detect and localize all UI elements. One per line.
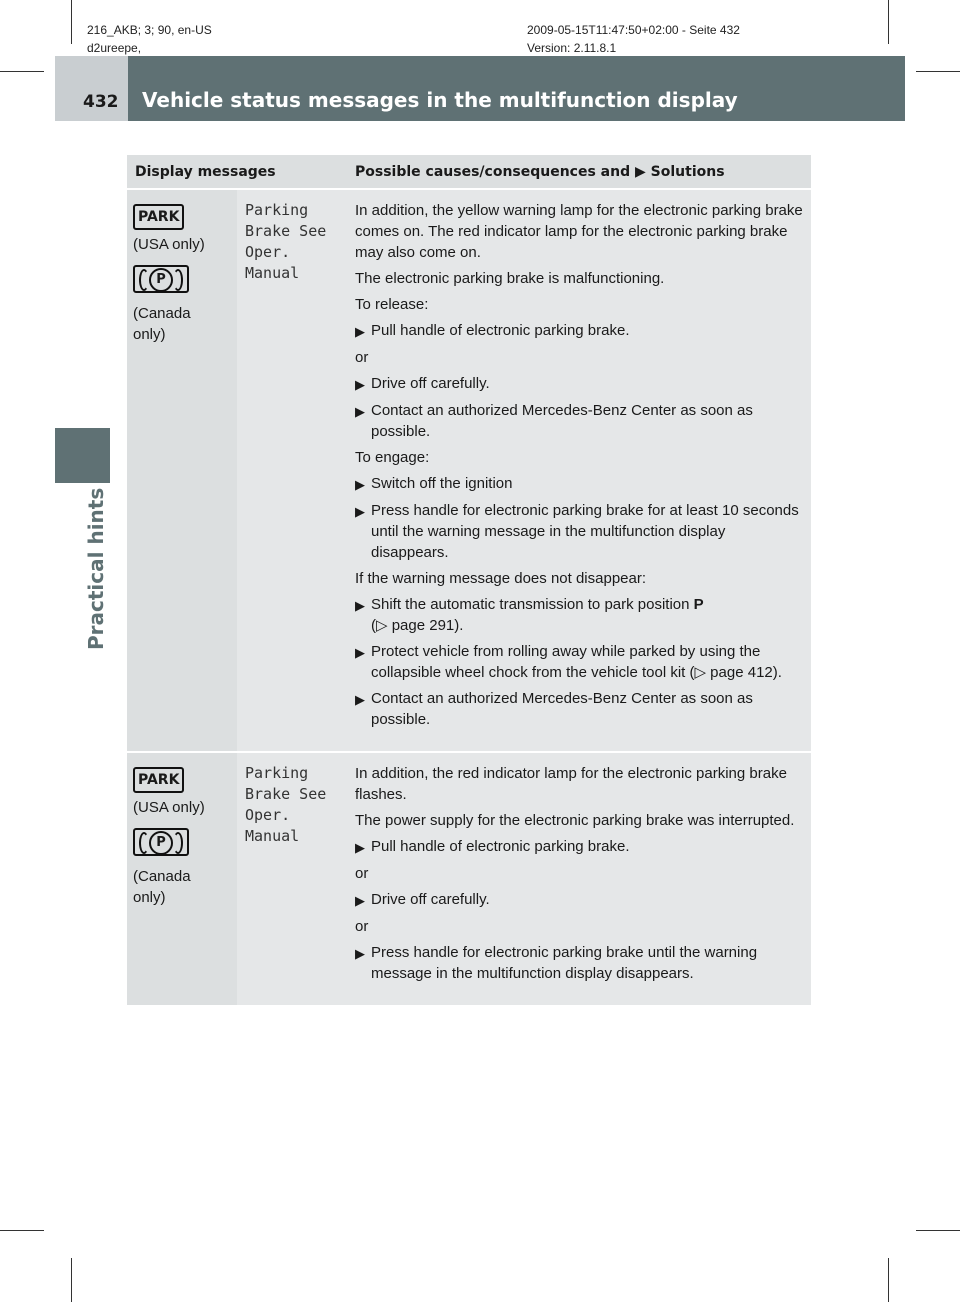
section-marker <box>55 428 110 483</box>
instruction-step <box>355 373 805 395</box>
action-arrow-icon: ▶ <box>635 163 646 180</box>
paragraph: The electronic parking brake is malfunctioning. <box>355 270 665 287</box>
step-text: Press handle for electronic parking brake for at least 10 seconds until the warning message in the multifunction display disappears. <box>371 502 799 561</box>
display-message-cell <box>237 190 347 751</box>
col-header-display: Display messages <box>135 163 276 180</box>
step-text: Protect vehicle from rolling away while parked by using the collapsible wheel chock from the vehicle tool kit (▷ page 412). <box>371 643 782 681</box>
meta-line: 2009-05-15T11:47:50+02:00 - Seite 432 <box>527 23 740 37</box>
action-arrow-icon: ▶ <box>355 692 365 707</box>
step-text: Drive off carefully. <box>371 375 490 392</box>
region-note: (USA only) <box>133 236 205 253</box>
step-text <box>371 594 704 636</box>
meta-line: d2ureepe, <box>87 41 142 55</box>
instruction-step <box>355 400 805 442</box>
icon-cell <box>127 190 237 751</box>
paragraph: To release: <box>355 296 429 313</box>
gear-position: P <box>693 596 704 613</box>
instruction-step <box>355 889 805 911</box>
col-header-causes <box>347 164 811 180</box>
display-message-cell <box>237 753 347 1005</box>
display-line: Brake See <box>245 222 327 240</box>
instruction-step <box>355 836 805 858</box>
print-metadata-right <box>527 21 740 57</box>
region-note-line: (Canada <box>133 305 191 322</box>
step-text: Drive off carefully. <box>371 891 490 908</box>
crop-mark <box>888 1258 889 1302</box>
table-header <box>127 155 811 188</box>
display-line: Oper. <box>245 243 291 261</box>
action-arrow-icon: ▶ <box>355 598 365 613</box>
action-arrow-icon: ▶ <box>355 404 365 419</box>
step-text: Press handle for electronic parking brake until the warning message in the multifunction display disappears. <box>371 944 758 982</box>
step-text: Contact an authorized Mercedes-Benz Center as soon as possible. <box>371 402 753 440</box>
print-metadata-left <box>87 21 212 57</box>
crop-mark <box>888 0 889 44</box>
step-text: Pull handle of electronic parking brake. <box>371 322 630 339</box>
parking-brake-icon <box>133 265 189 293</box>
paragraph: or <box>355 918 369 935</box>
park-icon: PARK <box>133 204 184 230</box>
paragraph: In addition, the yellow warning lamp for the electronic parking brake comes on. The red indicator lamp for the electronic parking brake may also come on. <box>355 202 803 261</box>
parking-brake-arc <box>173 832 183 854</box>
parking-brake-p: P <box>149 831 173 855</box>
parking-brake-p: P <box>149 268 173 292</box>
instruction-step <box>355 641 805 683</box>
region-note-line: only) <box>133 889 166 906</box>
instruction-step <box>355 500 805 563</box>
region-note: (USA only) <box>133 799 205 816</box>
crop-mark <box>0 71 44 72</box>
instruction-step <box>355 942 805 984</box>
action-arrow-icon: ▶ <box>355 504 365 519</box>
page-reference: (▷ page 291). <box>371 617 464 634</box>
action-arrow-icon: ▶ <box>355 645 365 660</box>
table-row <box>127 188 811 751</box>
park-icon: PARK <box>133 767 184 793</box>
display-line: Oper. <box>245 806 291 824</box>
icon-cell <box>127 753 237 1005</box>
crop-mark <box>71 0 72 44</box>
region-note <box>133 866 231 908</box>
display-line: Brake See <box>245 785 327 803</box>
crop-mark <box>916 71 960 72</box>
instruction-step <box>355 594 805 636</box>
meta-line: Version: 2.11.8.1 <box>527 41 617 55</box>
action-arrow-icon: ▶ <box>355 840 365 855</box>
display-line: Parking <box>245 201 309 219</box>
parking-brake-arc <box>139 269 149 291</box>
section-label: Practical hints <box>84 487 108 650</box>
step-text: Switch off the ignition <box>371 475 513 492</box>
crop-mark <box>71 1258 72 1302</box>
instruction-step <box>355 473 805 495</box>
step-text-part: Shift the automatic transmission to park position <box>371 596 690 613</box>
paragraph: In addition, the red indicator lamp for the electronic parking brake flashes. <box>355 765 787 803</box>
meta-line: 216_AKB; 3; 90, en-US <box>87 23 212 37</box>
crop-mark <box>916 1230 960 1231</box>
step-text: Contact an authorized Mercedes-Benz Center as soon as possible. <box>371 690 753 728</box>
action-arrow-icon: ▶ <box>355 377 365 392</box>
action-arrow-icon: ▶ <box>355 477 365 492</box>
display-line: Manual <box>245 827 300 845</box>
messages-table <box>127 155 811 1005</box>
solutions-cell <box>347 753 811 1005</box>
parking-brake-icon <box>133 828 189 856</box>
region-note-line: only) <box>133 326 166 343</box>
paragraph: If the warning message does not disappear: <box>355 570 647 587</box>
step-text: Pull handle of electronic parking brake. <box>371 838 630 855</box>
paragraph: or <box>355 865 369 882</box>
display-line: Manual <box>245 264 300 282</box>
col-header-solutions-text: Solutions <box>650 163 725 180</box>
table-row <box>127 751 811 1005</box>
region-note <box>133 303 231 345</box>
page-title: Vehicle status messages in the multifunction display <box>142 88 738 112</box>
crop-mark <box>0 1230 44 1231</box>
paragraph: To engage: <box>355 449 430 466</box>
region-note-line: (Canada <box>133 868 191 885</box>
instruction-step <box>355 688 805 730</box>
paragraph: The power supply for the electronic parking brake was interrupted. <box>355 812 795 829</box>
parking-brake-arc <box>173 269 183 291</box>
instruction-step <box>355 320 805 342</box>
display-line: Parking <box>245 764 309 782</box>
paragraph: or <box>355 349 369 366</box>
action-arrow-icon: ▶ <box>355 946 365 961</box>
page-number: 432 <box>83 92 119 112</box>
solutions-cell <box>347 190 811 751</box>
parking-brake-arc <box>139 832 149 854</box>
action-arrow-icon: ▶ <box>355 324 365 339</box>
col-header-causes-text: Possible causes/consequences and <box>355 163 631 180</box>
action-arrow-icon: ▶ <box>355 893 365 908</box>
